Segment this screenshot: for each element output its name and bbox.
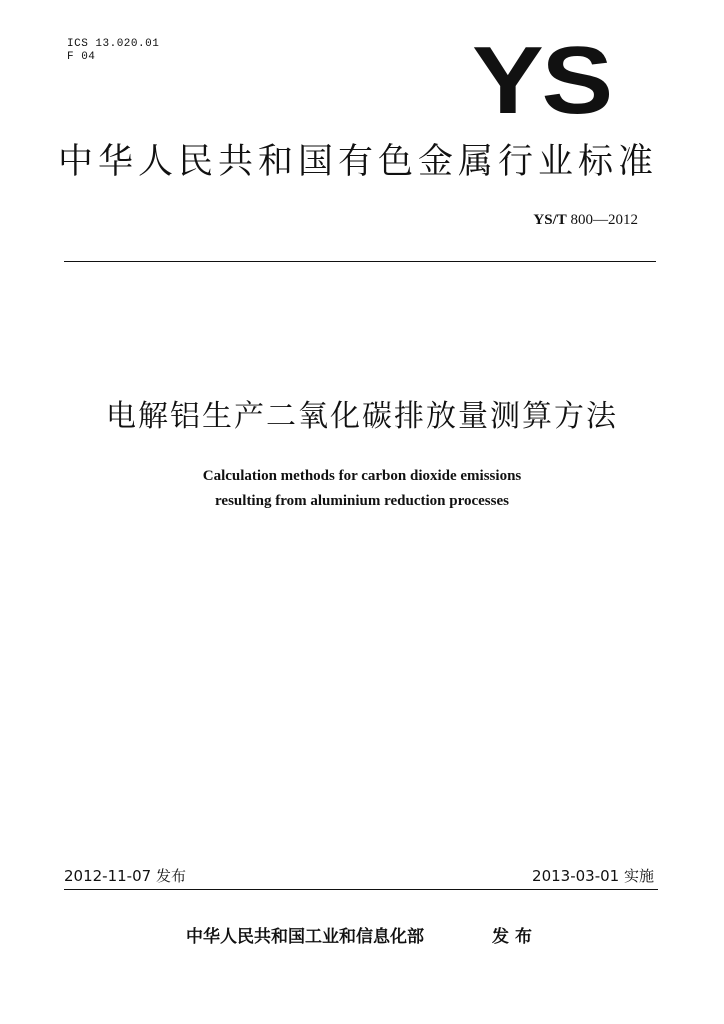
english-title-line-1: Calculation methods for carbon dioxide emissions bbox=[202, 468, 522, 484]
chinese-title: 电解铝生产二氧化碳排放量测算方法 bbox=[106, 399, 618, 434]
ics-code: ICS 13.020.01 bbox=[67, 38, 160, 50]
standard-number bbox=[533, 211, 638, 229]
ccs-code: F 04 bbox=[67, 51, 96, 63]
bottom-divider bbox=[64, 889, 658, 890]
classification-codes bbox=[67, 38, 159, 64]
issue-action-label: 发布 bbox=[492, 927, 538, 947]
standard-category-title: 中华人民共和国有色金属行业标准 bbox=[58, 142, 659, 182]
english-title bbox=[0, 464, 724, 514]
issue-date: 2012-11-07 发布 bbox=[64, 867, 186, 885]
english-title-line-2: resulting from aluminium reduction processes bbox=[215, 493, 509, 509]
ys-logo: YS bbox=[472, 27, 611, 134]
implementation-date: 2013-03-01 实施 bbox=[532, 867, 654, 885]
issuing-authority: 中华人民共和国工业和信息化部 bbox=[186, 927, 424, 947]
top-divider bbox=[64, 261, 656, 262]
standard-code: YS/T bbox=[533, 212, 567, 228]
standard-year-number: 800—2012 bbox=[570, 212, 638, 228]
